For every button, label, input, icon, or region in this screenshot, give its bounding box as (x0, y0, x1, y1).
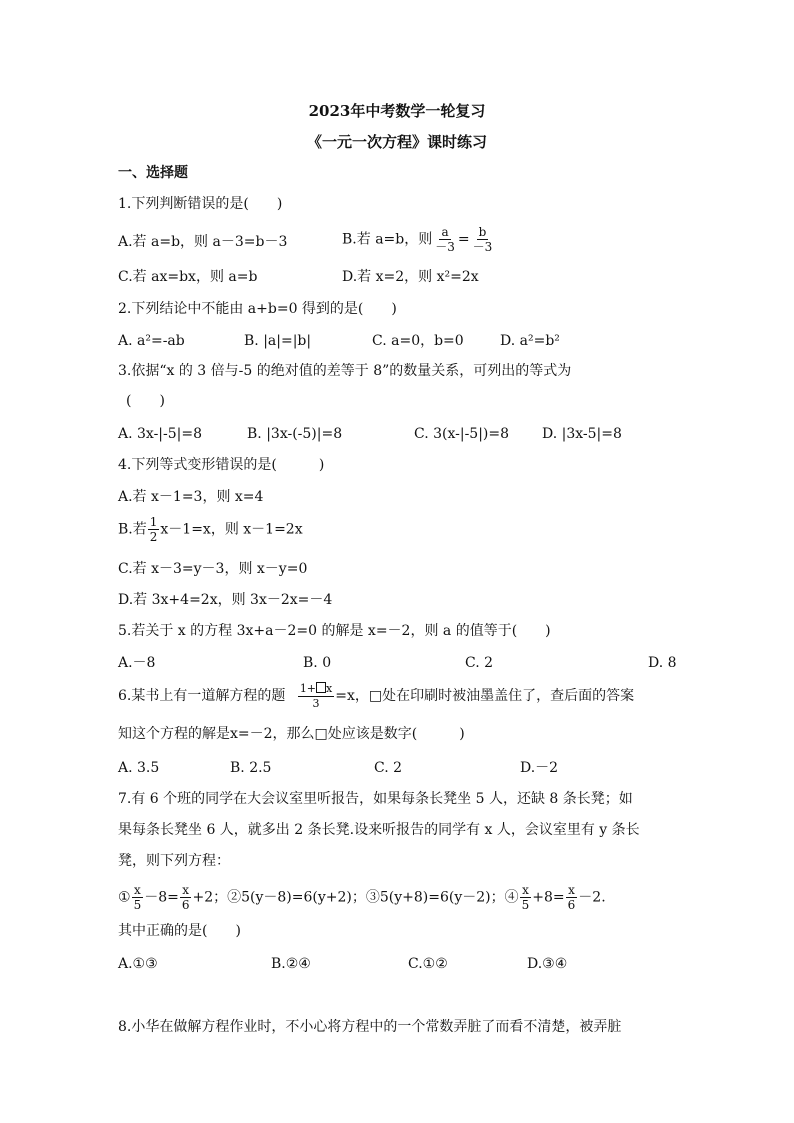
question-6-suffix: =x，□处在印刷时被油墨盖住了，查后面的答案 (335, 688, 635, 704)
q1-option-d: D.若 x=2，则 x²=2x (342, 269, 479, 285)
question-5-stem: 5.若关于 x 的方程 3x+a－2=0 的解是 x=－2，则 a 的值等于( ) (118, 623, 551, 639)
fraction-numerator: x (568, 883, 575, 897)
fraction-denominator: 6 (181, 898, 190, 912)
question-7-which: 其中正确的是( ) (118, 923, 241, 939)
q4-option-b-rest: x－1=x，则 x－1=2x (160, 521, 303, 538)
fraction-denominator: 3 (312, 697, 320, 710)
question-7-line-2: 果每条长凳坐 6 人，就多出 2 条长凳.设来听报告的同学有 x 人，会议室里有 y 条长 (118, 822, 640, 838)
question-4-stem: 4.下列等式变形错误的是( ) (118, 457, 325, 473)
q4-option-b (118, 516, 303, 543)
eq-1-marker: ① (118, 889, 131, 906)
q5-option-a: A.－8 (118, 655, 156, 671)
q6-option-a: A. 3.5 (118, 760, 160, 776)
fraction-denominator: 5 (133, 898, 142, 912)
q4-option-a: A.若 x－1=3，则 x=4 (118, 489, 264, 505)
eq-1-fraction-1 (132, 884, 144, 911)
question-7-line-1: 7.有 6 个班的同学在大会议室里听报告，如果每条长凳坐 5 人，还缺 8 条长凳；如 (118, 791, 633, 807)
q1-option-a: A.若 a=b，则 a－3=b－3 (118, 234, 288, 250)
q4-option-d: D.若 3x+4=2x，则 3x－2x=－4 (118, 592, 333, 608)
q4-option-b-fraction (148, 516, 160, 543)
q1-option-b (342, 226, 495, 253)
section-heading: 一、选择题 (118, 165, 188, 181)
q6-option-c: C. 2 (374, 760, 403, 776)
fraction-numerator: x (522, 883, 529, 897)
question-1-stem: 1.下列判断错误的是( ) (118, 196, 283, 212)
fraction-denominator: －3 (472, 240, 493, 254)
q2-option-c: C. a=0，b=0 (372, 333, 464, 349)
question-8-line-1: 8.小华在做解方程作业时，不小心将方程中的一个常数弄脏了而看不清楚，被弄脏 (118, 1019, 622, 1035)
page-title: 2023年中考数学一轮复习 (308, 102, 486, 120)
q7-option-b: B.②④ (271, 956, 311, 972)
numerator-part: 1+ (299, 682, 317, 695)
q1-option-b-fraction-2 (471, 226, 495, 253)
q3-option-a: A. 3x-|-5|=8 (118, 426, 203, 442)
question-6-line-1 (118, 682, 634, 710)
eq-4-fraction-2 (566, 884, 578, 911)
eq-4-middle: +8= (532, 889, 565, 906)
fraction-denominator: 2 (149, 530, 158, 544)
numerator-variable: x (326, 682, 333, 695)
q5-option-b: B. 0 (303, 655, 332, 671)
q5-option-d: D. 8 (648, 655, 677, 671)
fraction-denominator: 6 (567, 898, 576, 912)
eq-1-middle: －8= (144, 889, 179, 906)
question-6-prefix: 6.某书上有一道解方程的题 (118, 688, 286, 704)
fraction-numerator: x (133, 883, 141, 897)
equals-sign: = (457, 231, 470, 248)
question-6-line-2: 知这个方程的解是x=－2，那么□处应该是数字( ) (118, 726, 465, 742)
q4-option-c: C.若 x－3=y－3，则 x－y=0 (118, 561, 308, 577)
question-7-line-3: 凳，则下列方程： (118, 853, 230, 869)
q6-equation-fraction (298, 682, 334, 710)
eq-4-end: －2. (578, 889, 606, 906)
fraction-numerator: b (478, 225, 487, 239)
fraction-numerator: a (441, 225, 449, 239)
q2-option-b: B. |a|=|b| (244, 333, 312, 349)
fraction-denominator: 5 (521, 898, 530, 912)
q6-option-d: D.－2 (520, 760, 559, 776)
q3-option-c: C. 3(x-|-5|)=8 (414, 426, 510, 442)
question-3-answer-paren: ( ) (126, 393, 165, 409)
question-3-stem: 3.依据“x 的 3 倍与-5 的绝对值的差等于 8”的数量关系，可列出的等式为 (118, 363, 572, 379)
smudged-box-icon (316, 682, 326, 693)
q7-option-d: D.③④ (527, 956, 568, 972)
eq-4-fraction-1 (520, 884, 532, 911)
eq-1-fraction-2 (180, 884, 192, 911)
q7-option-a: A.①③ (118, 956, 158, 972)
fraction-numerator: 1 (149, 515, 158, 529)
q1-option-b-text: B.若 a=b，则 (342, 231, 433, 248)
q1-option-c: C.若 ax=bx，则 a=b (118, 269, 258, 285)
q3-option-b: B. |3x-(-5)|=8 (247, 426, 343, 442)
eq-2-and-3: ②5(y－8)=6(y+2)；③5(y+8)=6(y－2)； (227, 889, 505, 906)
fraction-numerator: x (182, 883, 190, 897)
q5-option-c: C. 2 (465, 655, 494, 671)
q3-option-d: D. |3x-5|=8 (542, 426, 622, 442)
eq-1-end: +2； (192, 889, 228, 906)
q2-option-d: D. a²=b² (500, 333, 560, 349)
q7-option-c: C.①② (408, 956, 448, 972)
question-2-stem: 2.下列结论中不能由 a+b=0 得到的是( ) (118, 301, 397, 317)
question-7-equations (118, 884, 606, 911)
q6-option-b: B. 2.5 (230, 760, 272, 776)
eq-4-marker: ④ (504, 889, 519, 906)
page-subtitle: 《一元一次方程》课时练习 (306, 133, 487, 151)
q4-option-b-prefix: B.若 (118, 521, 147, 538)
fraction-numerator (298, 682, 334, 697)
q2-option-a: A. a²=-ab (118, 333, 185, 349)
q1-option-b-fraction-1 (433, 226, 457, 253)
fraction-denominator: －3 (435, 240, 455, 254)
